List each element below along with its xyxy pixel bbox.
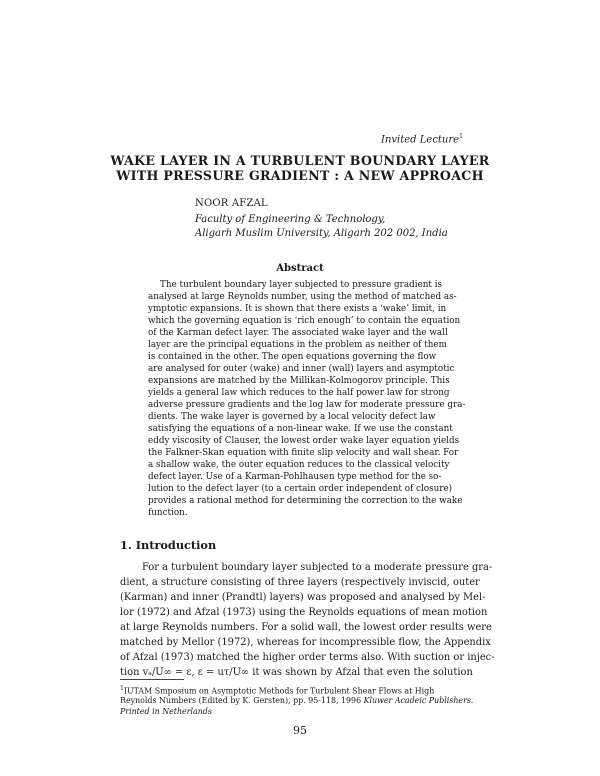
footnote-line-2: Reynolds Numbers (Edited by K. Gersten), pp. 95-118, 1996 Kluwer Acadeic Publishers. (120, 696, 474, 705)
abstract-line: adverse pressure gradients and the log law for moderate pressure gra- (148, 400, 466, 410)
paper-title-line-1: WAKE LAYER IN A TURBULENT BOUNDARY LAYER (110, 153, 490, 168)
abstract-line: analysed at large Reynolds number, using the method of matched as- (148, 292, 457, 302)
affiliation-line-2: Aligarh Muslim University, Aligarh 202 002, India (195, 228, 448, 239)
body-text-line: dient, a structure consisting of three layers (respectively inviscid, outer (120, 577, 480, 588)
abstract-line: defect layer. Use of a Karman-Pohlhausen type method for the so- (148, 472, 442, 482)
footnote-rule (120, 679, 184, 680)
abstract-line: a shallow wake, the outer equation reduces to the classical velocity (148, 460, 450, 470)
abstract-line: provides a rational method for determining the correction to the wake (148, 496, 463, 506)
body-text-line: matched by Mellor (1972), whereas for incompressible flow, the Appendix (120, 637, 491, 648)
footnote-mark: 1 (459, 133, 463, 140)
body-text-line: (Karman) and inner (Prandtl) layers) was proposed and analysed by Mel- (120, 592, 486, 603)
abstract-line: function. (148, 508, 188, 518)
abstract-line: the Falkner-Skan equation with finite slip velocity and wall shear. For (148, 448, 459, 458)
body-text-line: of Afzal (1973) matched the higher order terms also. With suction or injec- (120, 652, 495, 663)
abstract-line: dients. The wake layer is governed by a local velocity defect law (148, 412, 436, 422)
abstract-heading: Abstract (276, 263, 324, 274)
footnote-line-3: Printed in Netherlands (120, 707, 212, 716)
section-heading-introduction: 1. Introduction (120, 538, 217, 552)
abstract-line: satisfying the equations of a non-linear wake. If we use the constant (148, 424, 453, 434)
abstract-line: lution to the defect layer (to a certain order independent of closure) (148, 484, 453, 494)
author-name: NOOR AFZAL (195, 198, 268, 209)
abstract-line: which the governing equation is ‘rich enough’ to contain the equation (148, 316, 461, 326)
body-text-line: tion vₐ/U∞ = ε, ε = uτ/U∞ it was shown by Afzal that even the solution (120, 667, 473, 678)
abstract-line: The turbulent boundary layer subjected to pressure gradient is (160, 280, 443, 290)
body-text-line: lor (1972) and Afzal (1973) using the Reynolds equations of mean motion (120, 607, 488, 618)
invited-lecture-label: Invited Lecture$^1$ (381, 133, 463, 146)
abstract-line: of the Karman defect layer. The associated wake layer and the wall (148, 328, 448, 338)
abstract-line: is contained in the other. The open equations governing the flow (148, 352, 437, 362)
abstract-line: ymptotic expansions. It is shown that there exists a ‘wake’ limit, in (148, 304, 447, 314)
page-number: 95 (293, 724, 307, 737)
paper-title-line-2: WITH PRESSURE GRADIENT : A NEW APPROACH (116, 168, 484, 183)
abstract-line: expansions are matched by the Millikan-Kolmogorov principle. This (148, 376, 450, 386)
affiliation-line-1: Faculty of Engineering & Technology, (195, 214, 386, 225)
body-text-line: For a turbulent boundary layer subjected to a moderate pressure gra- (142, 562, 493, 573)
abstract-line: yields a general law which reduces to the half power law for strong (148, 388, 450, 398)
footnote-line-1: $^1$IUTAM Smposium on Asymptotic Methods for Turbulent Shear Flows at High (120, 685, 435, 696)
abstract-line: are analysed for outer (wake) and inner (wall) layers and asymptotic (148, 364, 455, 374)
body-text-line: at large Reynolds numbers. For a solid wall, the lowest order results were (120, 622, 492, 633)
abstract-line: layer are the principal equations in the problem as neither of them (148, 340, 447, 350)
abstract-line: eddy viscosity of Clauser, the lowest order wake layer equation yields (148, 436, 460, 446)
